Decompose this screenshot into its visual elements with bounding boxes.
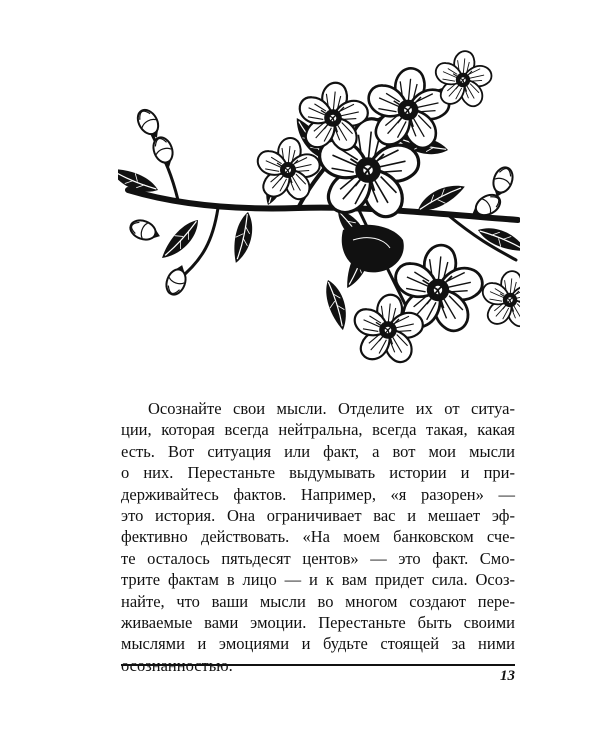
body-paragraph <box>121 398 515 676</box>
footer-rule <box>121 664 515 666</box>
text-line: живаемые вами эмоции. Перестаньте быть своими <box>121 613 515 633</box>
text-line: держивайтесь фактов. Например, «я разорен» — <box>121 484 515 504</box>
text-line: осознанностью. <box>121 655 233 675</box>
text-line: есть. Вот ситуация или факт, а вот мои мысли <box>121 441 515 461</box>
text-line: о них. Перестаньте выдумывать истории и при- <box>121 463 515 483</box>
page-number: 13 <box>500 668 515 684</box>
text-line: ции, которая всегда нейтральна, всегда такая, какая <box>121 420 515 440</box>
blossom-branch-illustration <box>118 40 520 378</box>
text-line: это история. Она ограничивает вас и мешает эф- <box>121 506 515 526</box>
text-line: фективно действовать. «На моем банковском сче- <box>121 527 515 547</box>
text-line: те осталось пятьдесят центов» — это факт. Смо- <box>121 548 515 568</box>
text-line: найте, что ваши мысли во многом создают пере- <box>121 591 515 611</box>
text-line: мыслями и эмоциями и будьте стоящей за ними <box>121 634 515 654</box>
text-line: Осознайте свои мысли. Отделите их от ситуа- <box>148 399 515 418</box>
text-line: трите фактам в лицо — и к вам придет сила. Осоз- <box>121 570 515 590</box>
